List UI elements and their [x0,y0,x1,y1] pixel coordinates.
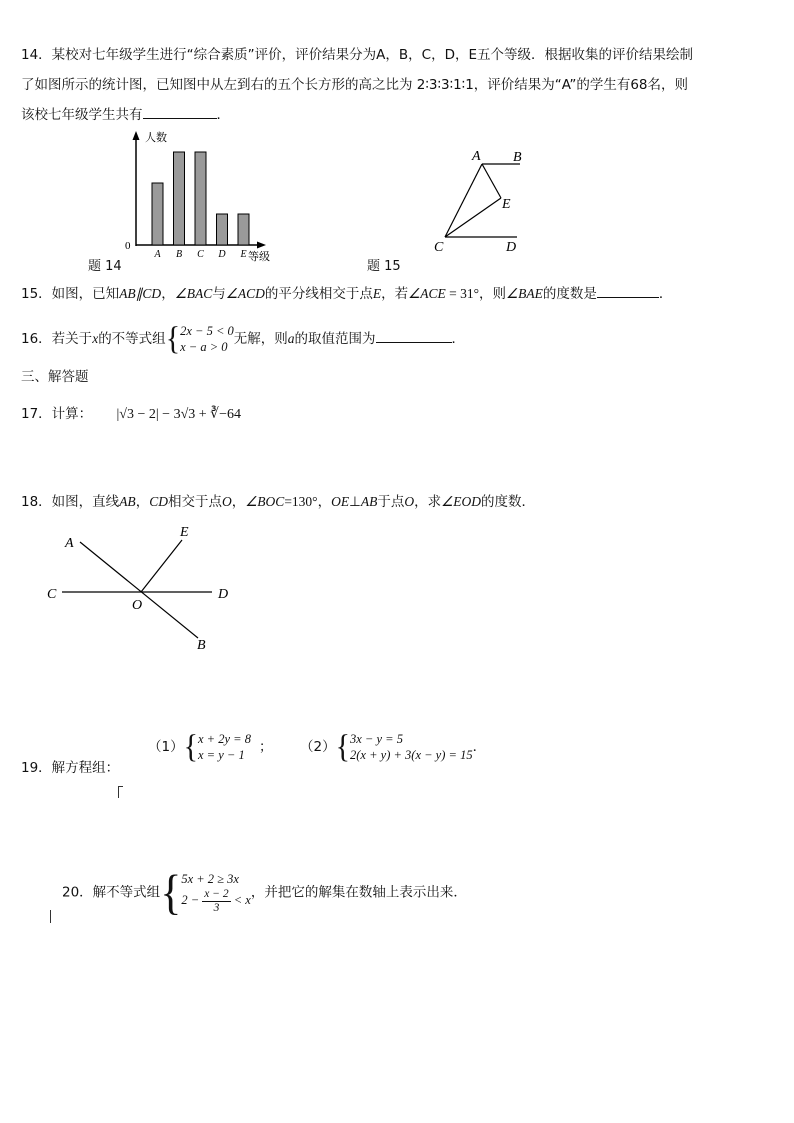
q20-fraction [202,888,230,915]
q18-p7: 于点 [377,494,405,510]
q16-system [180,323,234,355]
q20-text [62,865,467,919]
answer-blank-15 [597,283,659,298]
label-A: A [472,149,481,164]
q19-part2-label: （2） [300,739,336,755]
q18-p5: =130°， [284,494,332,509]
q20-p2: ，并把它的解集在数轴上表示出来． [250,884,467,901]
label-O: O [132,598,143,613]
q14-line3-text: 该校七年级学生共有 [21,107,143,123]
q19-brace-1: { [183,728,198,765]
q20-numerator: x − 2 [204,888,229,900]
q18-m8: ∠EOD [441,494,481,509]
bar-chart-fig14 [100,125,280,270]
label-E: E [502,197,511,212]
q15-m1: AB∥CD [119,286,162,301]
y-axis-label: 人数 [145,131,167,144]
q14-line2: 了如图所示的统计图，已知图中从左到右的五个长方形的高之比为 2∶3∶3∶1∶1，评价结果为“A”的学生有68名，则 [21,77,689,93]
stray-mark-2 [50,910,51,923]
label-D: D [218,587,229,602]
q18-p9: 的度数． [480,494,535,510]
origin-label: 0 [125,240,131,252]
q15-m5: ∠ACE [408,286,446,301]
label-D: D [506,240,517,255]
q14-line1: 14．某校对七年级学生进行“综合素质”评价，评价结果分为A，B，C，D，E五个等级．根据收集的评价结果绘制 [21,47,694,63]
q18-p2: ， [135,494,150,510]
label-B: B [513,150,522,165]
q19-s1-row2: x = y − 1 [198,748,245,762]
answer-blank-14 [143,104,217,119]
q19-s1-row1: x + 2y = 8 [198,732,251,746]
q15-m2: ∠BAC [174,286,213,301]
q16-p3: 无解，则 [233,331,288,347]
x-axis-label: 等级 [248,250,270,263]
q19-system-2 [350,731,473,763]
q19-s2-row2: 2(x + y) + 3(x − y) = 15 [350,748,473,762]
q15-p5: ，若 [381,286,409,302]
q17-text [21,404,241,425]
q15-p3: 与 [212,286,226,302]
q14-line3 [21,104,230,125]
geometry-fig15 [425,140,540,255]
q16-brace: { [165,320,181,357]
q18-p4: ， [231,494,246,510]
q16-text [21,322,465,356]
q19-part1 [148,730,272,764]
line-ac [445,164,482,237]
label-C: C [47,587,57,602]
q18-p8: ，求 [414,494,442,510]
q20-row2-post: < x [233,893,251,908]
q17-expression: |√3 − 2| − 3√3 + ∛−64 [116,407,241,422]
bar-E [238,214,249,245]
q19-s2-row1: 3x − y = 5 [350,732,403,746]
q15-text [21,283,672,304]
q16-p5: ． [451,331,466,347]
q18-p6: ⊥ [349,494,361,510]
q20-brace: { [160,865,182,919]
q20-denominator: 3 [213,902,220,914]
tick-label-A: A [154,249,161,260]
q15-m6: = 31° [445,286,480,301]
q18-m3: O [221,494,232,509]
q15-p2: ， [161,286,175,302]
section-3-heading: 三、解答题 [21,369,89,385]
q16-var-x: x [92,331,99,346]
fig14-caption: 题 14 [88,259,122,274]
q15-p1: 15．如图，已知 [21,286,120,302]
label-E: E [180,525,189,540]
q15-p6: ，则 [479,286,507,302]
bar-B [174,152,185,245]
bars-group [152,152,249,260]
q19-label: 19．解方程组： [21,760,120,776]
q15-p7: 的度数是 [542,286,597,302]
bar-A [152,183,163,245]
label-B: B [197,638,206,653]
answer-blank-16 [376,328,452,343]
q19-system-1 [198,731,251,763]
geometry-fig18 [40,520,240,655]
x-axis-arrow [257,242,266,249]
q16-row1: 2x − 5 < 0 [180,324,234,338]
q18-m6: AB [360,494,378,509]
q18-text [21,492,535,512]
bar-C [195,152,206,245]
q18-m7: O [404,494,415,509]
q16-p2: 的不等式组 [98,331,166,347]
q20-row1: 5x + 2 ≥ 3x [181,872,239,886]
q16-p1: 16．若关于 [21,331,93,347]
q19-part2 [300,730,486,764]
label-A: A [65,536,74,551]
q18-p1: 18．如图，直线 [21,494,120,510]
q15-m7: ∠BAE [506,286,543,301]
q17-label: 17．计算： [21,406,93,422]
line-ab [80,542,198,638]
label-C: C [434,240,444,255]
tick-label-B: B [175,249,183,260]
q20-system [181,870,251,915]
q15-m3: ∠ACD [225,286,265,301]
q18-m5: OE [331,494,350,509]
tick-label-C: C [197,249,204,260]
q16-row2: x − a > 0 [180,340,228,354]
q15-p4: 的平分线相交于点 [264,286,373,302]
q19-part1-label: （1） [148,739,184,755]
tick-label-E: E [240,249,247,260]
bar-D [217,214,228,245]
q16-p4: 的取值范围为 [294,331,376,347]
q20-p1: 20．解不等式组 [62,884,161,901]
q20-row2-pre: 2 − [181,893,200,908]
q19-brace-2: { [335,728,350,765]
q19-end: ． [472,739,487,755]
y-axis-arrow [133,131,140,140]
tick-label-D: D [218,249,226,260]
q18-m4: ∠BOC [245,494,285,509]
q20-row2 [181,888,251,914]
fig15-caption: 题 15 [367,259,401,274]
q18-m2: CD [149,494,168,509]
q14-line3-end: ． [216,107,230,123]
q15-p8: ． [658,286,673,302]
q15-m4: E [372,286,382,301]
line-ce [445,198,501,237]
stray-mark [118,786,123,798]
line-oe [141,540,182,592]
q16-var-a: a [287,331,295,346]
q18-p3: 相交于点 [167,494,222,510]
q18-m1: AB [119,494,136,509]
line-ae [482,164,501,198]
q19-separator: ； [258,739,273,755]
